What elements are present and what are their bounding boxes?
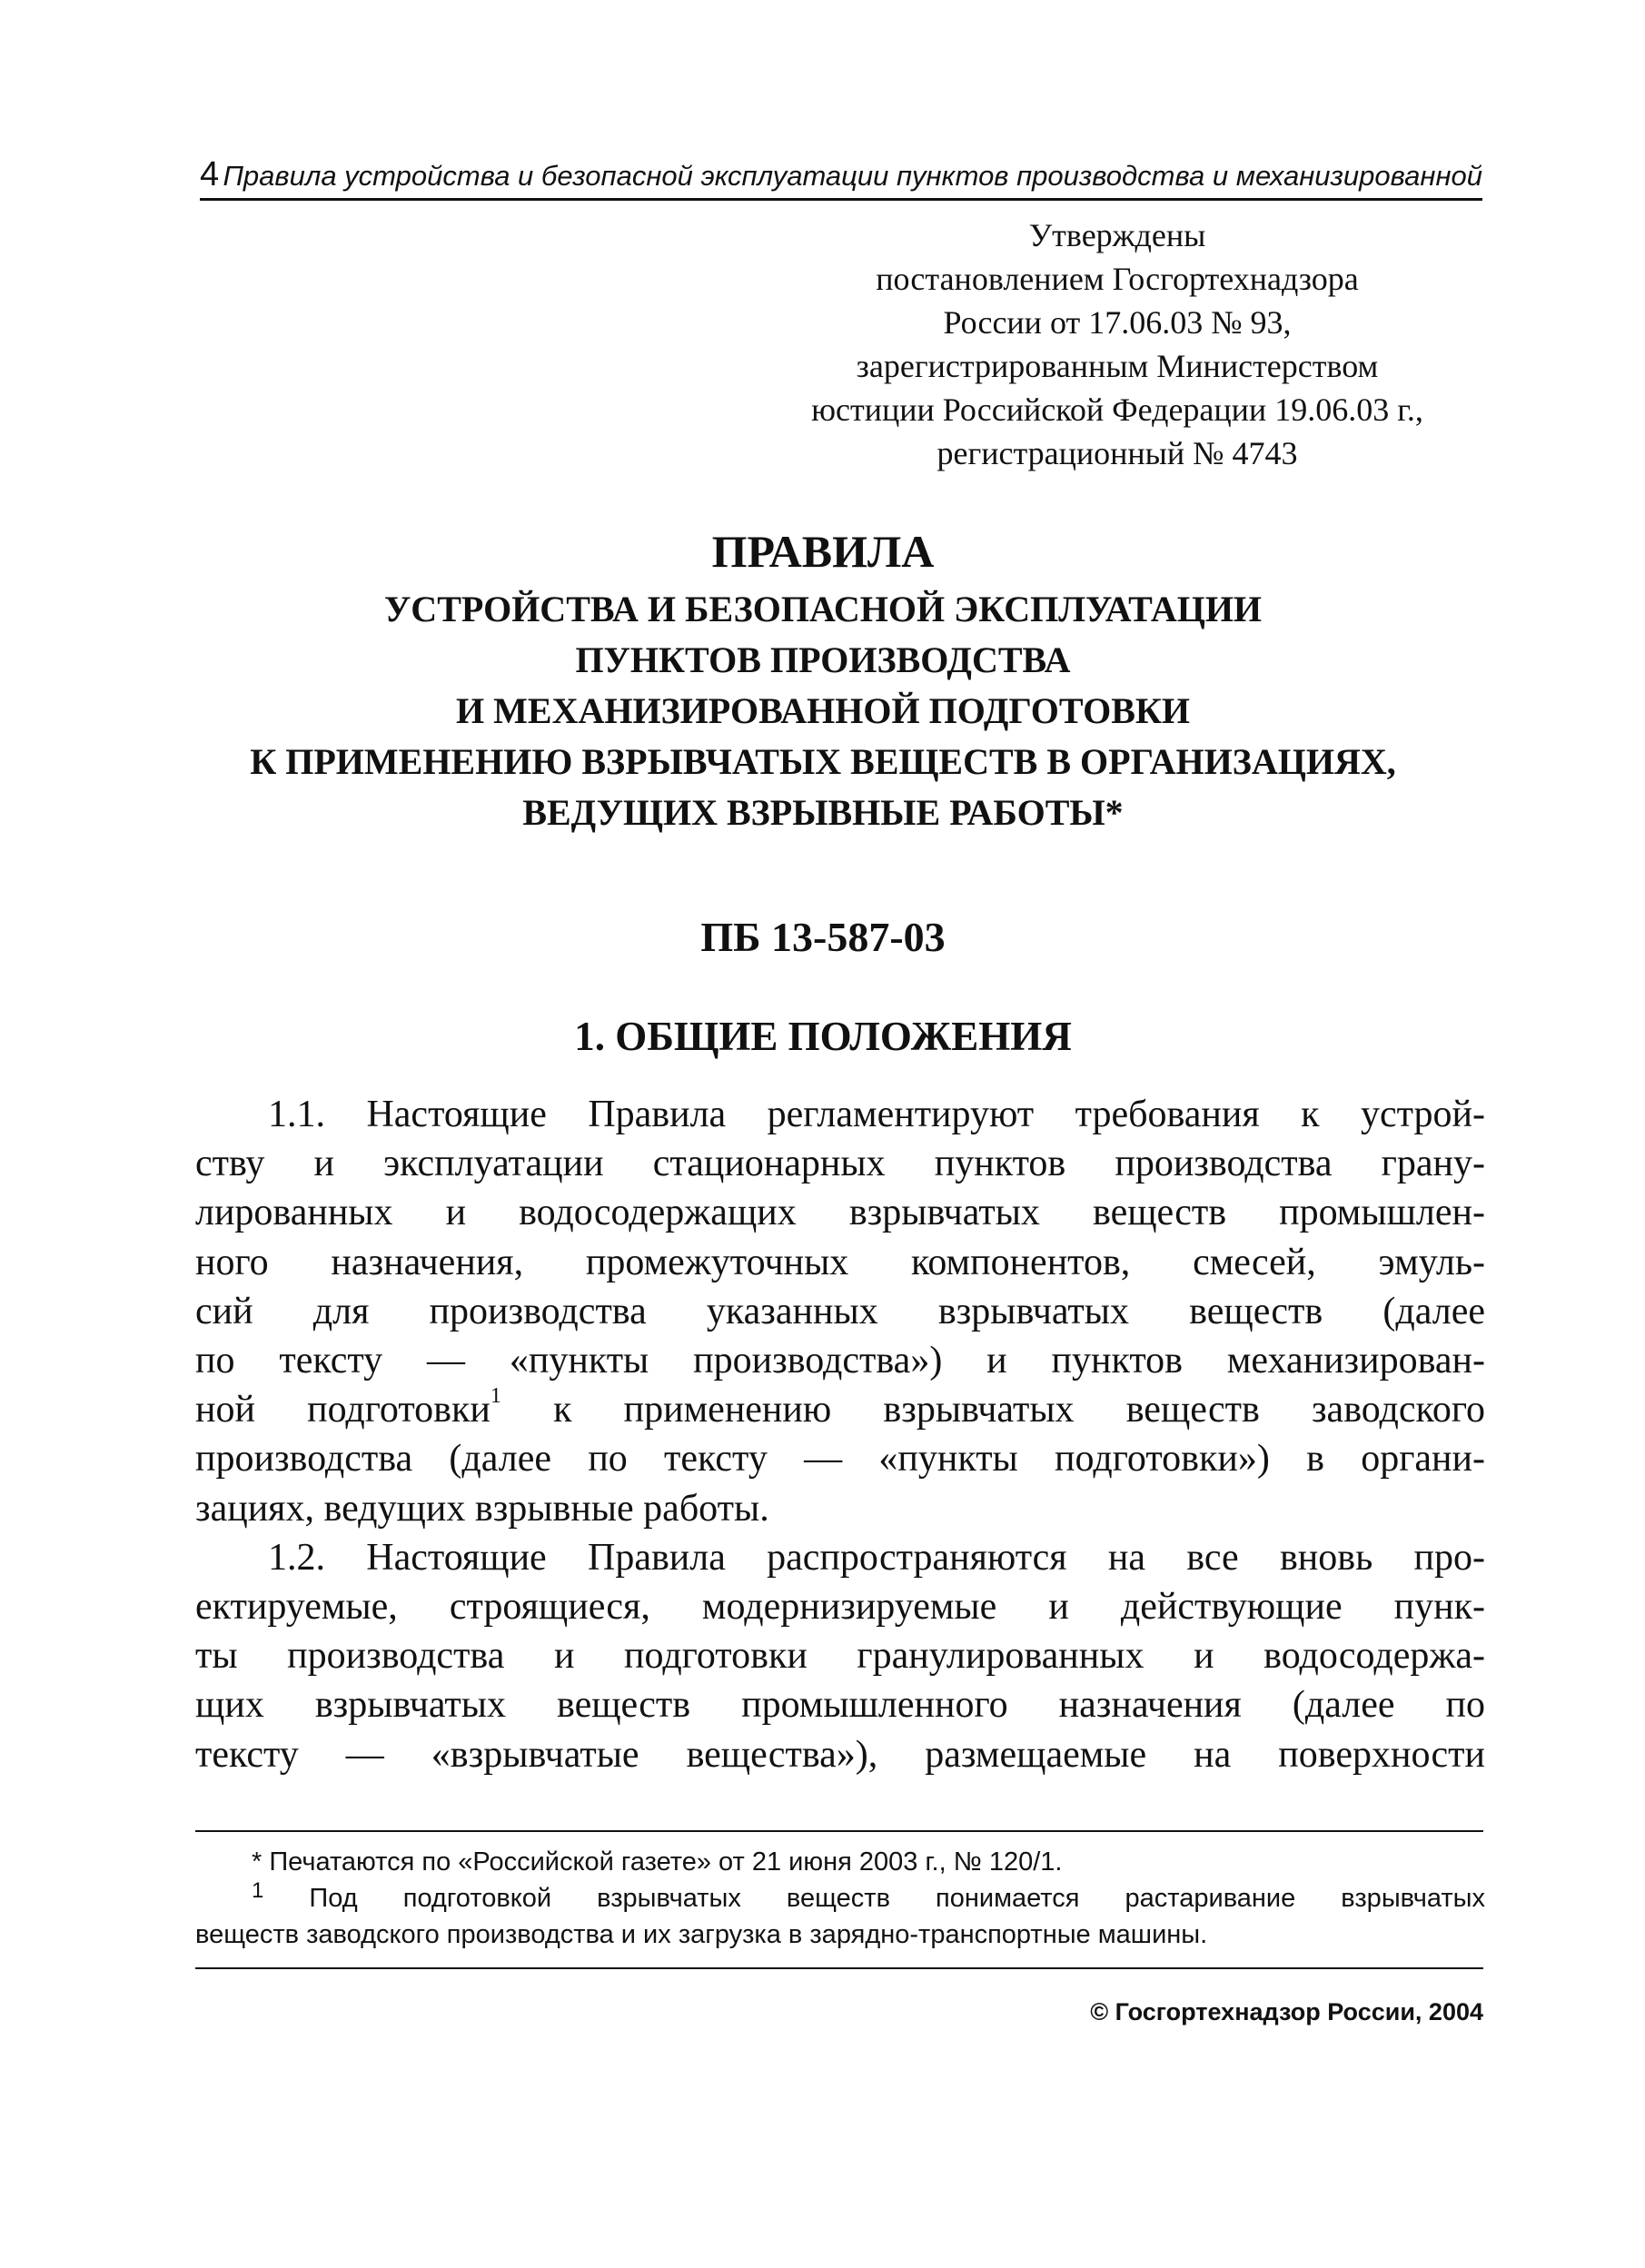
title-main: ПРАВИЛА bbox=[711, 526, 935, 577]
approval-line: регистрационный № 4743 bbox=[936, 435, 1298, 471]
document-code: ПБ 13-587-03 bbox=[700, 914, 946, 960]
footnote-1-line: веществ заводского производства и их загрузка в зарядно-транспортные машины. bbox=[195, 1920, 1208, 1949]
title-line: УСТРОЙСТВА И БЕЗОПАСНОЙ ЭКСПЛУАТАЦИИ bbox=[383, 589, 1263, 629]
paragraph-1-line: сий для производства указанных взрывчатых веществ (далее bbox=[195, 1290, 1485, 1332]
paragraph-2-line: 1.2. Настоящие Правила распространяются на все вновь про- bbox=[268, 1536, 1485, 1579]
paragraph-1-line: производства (далее по тексту — «пункты подготовки») в органи- bbox=[195, 1438, 1485, 1481]
title-line: ПУНКТОВ ПРОИЗВОДСТВА bbox=[575, 639, 1071, 680]
approval-line: зарегистрированным Министерством bbox=[856, 348, 1379, 384]
paragraph-2-line: щих взрывчатых веществ промышленного назначения (далее по bbox=[195, 1684, 1485, 1727]
page-number: 4 bbox=[200, 155, 220, 193]
paragraph-1-line bbox=[195, 1385, 1485, 1434]
approval-block bbox=[745, 213, 1490, 475]
footnote-mark: 1 bbox=[252, 1878, 264, 1903]
line-text: к применению взрывчатых веществ заводского bbox=[500, 1389, 1486, 1431]
paragraph-1-line: ного назначения, промежуточных компонентов, смесей, эмуль- bbox=[195, 1241, 1485, 1283]
body-text bbox=[195, 1090, 1485, 1779]
paragraph-1-line: ству и эксплуатации стационарных пунктов производства грану- bbox=[195, 1143, 1485, 1185]
approval-line: юстиции Российской Федерации 19.06.03 г., bbox=[811, 391, 1423, 428]
paragraph-2-line: тексту — «взрывчатые вещества»), размещаемые на поверхности bbox=[195, 1733, 1485, 1776]
footnote-text: Под подготовкой взрывчатых веществ понимается растаривание взрывчатых bbox=[263, 1884, 1485, 1913]
paragraph-1-line: зациях, ведущих взрывные работы. bbox=[195, 1487, 769, 1530]
running-header bbox=[200, 153, 1482, 201]
document-title bbox=[164, 522, 1482, 838]
title-line: И МЕХАНИЗИРОВАННОЙ ПОДГОТОВКИ bbox=[456, 690, 1190, 731]
copyright-notice: © Госгортехнадзор России, 2004 bbox=[1090, 1998, 1483, 2025]
bottom-divider bbox=[195, 1967, 1483, 1969]
paragraph-1-line: 1.1. Настоящие Правила регламентируют требования к устрой- bbox=[268, 1094, 1485, 1135]
line-text: ной подготовки bbox=[195, 1389, 491, 1431]
footnote-1-line bbox=[195, 1880, 1485, 1916]
title-line: К ПРИМЕНЕНИЮ ВЗРЫВЧАТЫХ ВЕЩЕСТВ В ОРГАНИЗАЦИЯХ, bbox=[250, 741, 1396, 782]
paragraph-2-line: ты производства и подготовки гранулированных и водосодержа- bbox=[195, 1635, 1485, 1678]
footnote-divider bbox=[195, 1830, 1483, 1832]
running-title: Правила устройства и безопасной эксплуатации пунктов производства и механизированной bbox=[223, 160, 1482, 192]
footnote-reference: 1 bbox=[490, 1384, 501, 1409]
approval-line: Утверждены bbox=[1028, 217, 1206, 253]
footnote-star: * Печатаются по «Российской газете» от 21 июня 2003 г., № 120/1. bbox=[252, 1847, 1063, 1877]
paragraph-1-line: лированных и водосодержащих взрывчатых веществ промышлен- bbox=[195, 1192, 1485, 1234]
approval-line: постановлением Госгортехнадзора bbox=[876, 261, 1359, 297]
paragraph-1-line: по тексту — «пункты производства») и пунктов механизирован- bbox=[195, 1340, 1485, 1382]
paragraph-2-line: ектируемые, строящиеся, модернизируемые и действующие пунк- bbox=[195, 1586, 1485, 1629]
approval-line: России от 17.06.03 № 93, bbox=[943, 304, 1292, 341]
footnotes bbox=[195, 1844, 1485, 1953]
title-line: ВЕДУЩИХ ВЗРЫВНЫЕ РАБОТЫ* bbox=[522, 792, 1124, 833]
section-heading: 1. ОБЩИЕ ПОЛОЖЕНИЯ bbox=[574, 1014, 1072, 1059]
